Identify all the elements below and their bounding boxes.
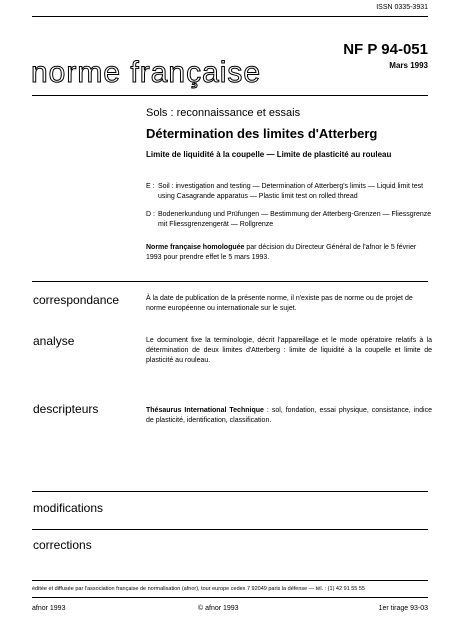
corrections-label: corrections [33, 538, 92, 552]
section-rule-1 [32, 281, 428, 282]
issn-number: ISSN 0335-3931 [376, 4, 428, 11]
top-rule [32, 16, 428, 17]
analyse-label: analyse [33, 334, 75, 348]
modifications-label: modifications [33, 501, 104, 515]
german-title [146, 210, 432, 230]
section-rule-3 [32, 529, 428, 530]
footer-rule-2 [32, 597, 428, 598]
correspondance-text: À la date de publication de la présente norme, il n'existe pas de norme ou de projet de norme européenne ou internationale sur le sujet. [146, 295, 413, 312]
header-rule [32, 95, 428, 96]
document-title: Détermination des limites d'Atterberg [146, 126, 378, 141]
document-subtitle: Limite de liquidité à la coupelle — Limite de plasticité au rouleau [146, 150, 392, 159]
printing-number: 1er [378, 605, 389, 612]
section-rule-2 [32, 491, 428, 492]
norme-francaise-logo: norme française [31, 56, 262, 89]
english-title [146, 182, 432, 202]
document-subject: Sols : reconnaissance et essais [146, 107, 301, 119]
homologation-bold: Norme française homologuée [146, 244, 245, 251]
publisher-line: éditée et diffusée par l'association française de normalisation (afnor), tour europe cedex 7 92049 paris la défense — tél. : (1) 42 91 55 55 [32, 586, 365, 592]
printing-text: tirage 93-03 [388, 605, 428, 612]
footer-rule-1 [32, 580, 428, 581]
footer-printing [379, 605, 428, 612]
footer-copyright: © afnor 1993 [198, 605, 239, 612]
homologation-notice [146, 243, 432, 263]
descripteurs-thesaurus: Thésaurus International Technique [146, 407, 264, 414]
lang-text-de: Bodenerkundung und Prüfungen — Bestimmung der Atterberg-Grenzen — Fliessgrenze mit Fliessgrenzengerät — Rollgrenze [158, 211, 432, 228]
descripteurs-text [146, 406, 432, 426]
analyse-text: Le document fixe la terminologie, décrit l'appareillage et le mode opératoire relatifs à la détermination de deux limites d'Atterberg : limite de liquidité à la coupelle et limite de plasticité au rouleau. [146, 337, 432, 364]
correspondance-label: correspondance [33, 293, 120, 307]
lang-text-en: Soil : investigation and testing — Determination of Atterberg's limits — Liquid limit test using Casagrande apparatus — Plastic limit test on rolled thread [158, 183, 424, 200]
lang-code-en: E : [146, 183, 155, 190]
publication-date: Mars 1993 [389, 61, 428, 70]
lang-code-de: D : [146, 211, 155, 218]
descripteurs-label: descripteurs [33, 402, 99, 416]
homologation-text: par décision du Directeur Général de l'afnor le 5 février 1993 pour prendre effet le 5 mars 1993. [146, 244, 417, 261]
descripteurs-list: : sol, fondation, essai physique, consistance, indice de plasticité, identification, classification. [146, 407, 432, 424]
standard-number: NF P 94-051 [343, 41, 428, 58]
footer-left: afnor 1993 [32, 605, 66, 612]
